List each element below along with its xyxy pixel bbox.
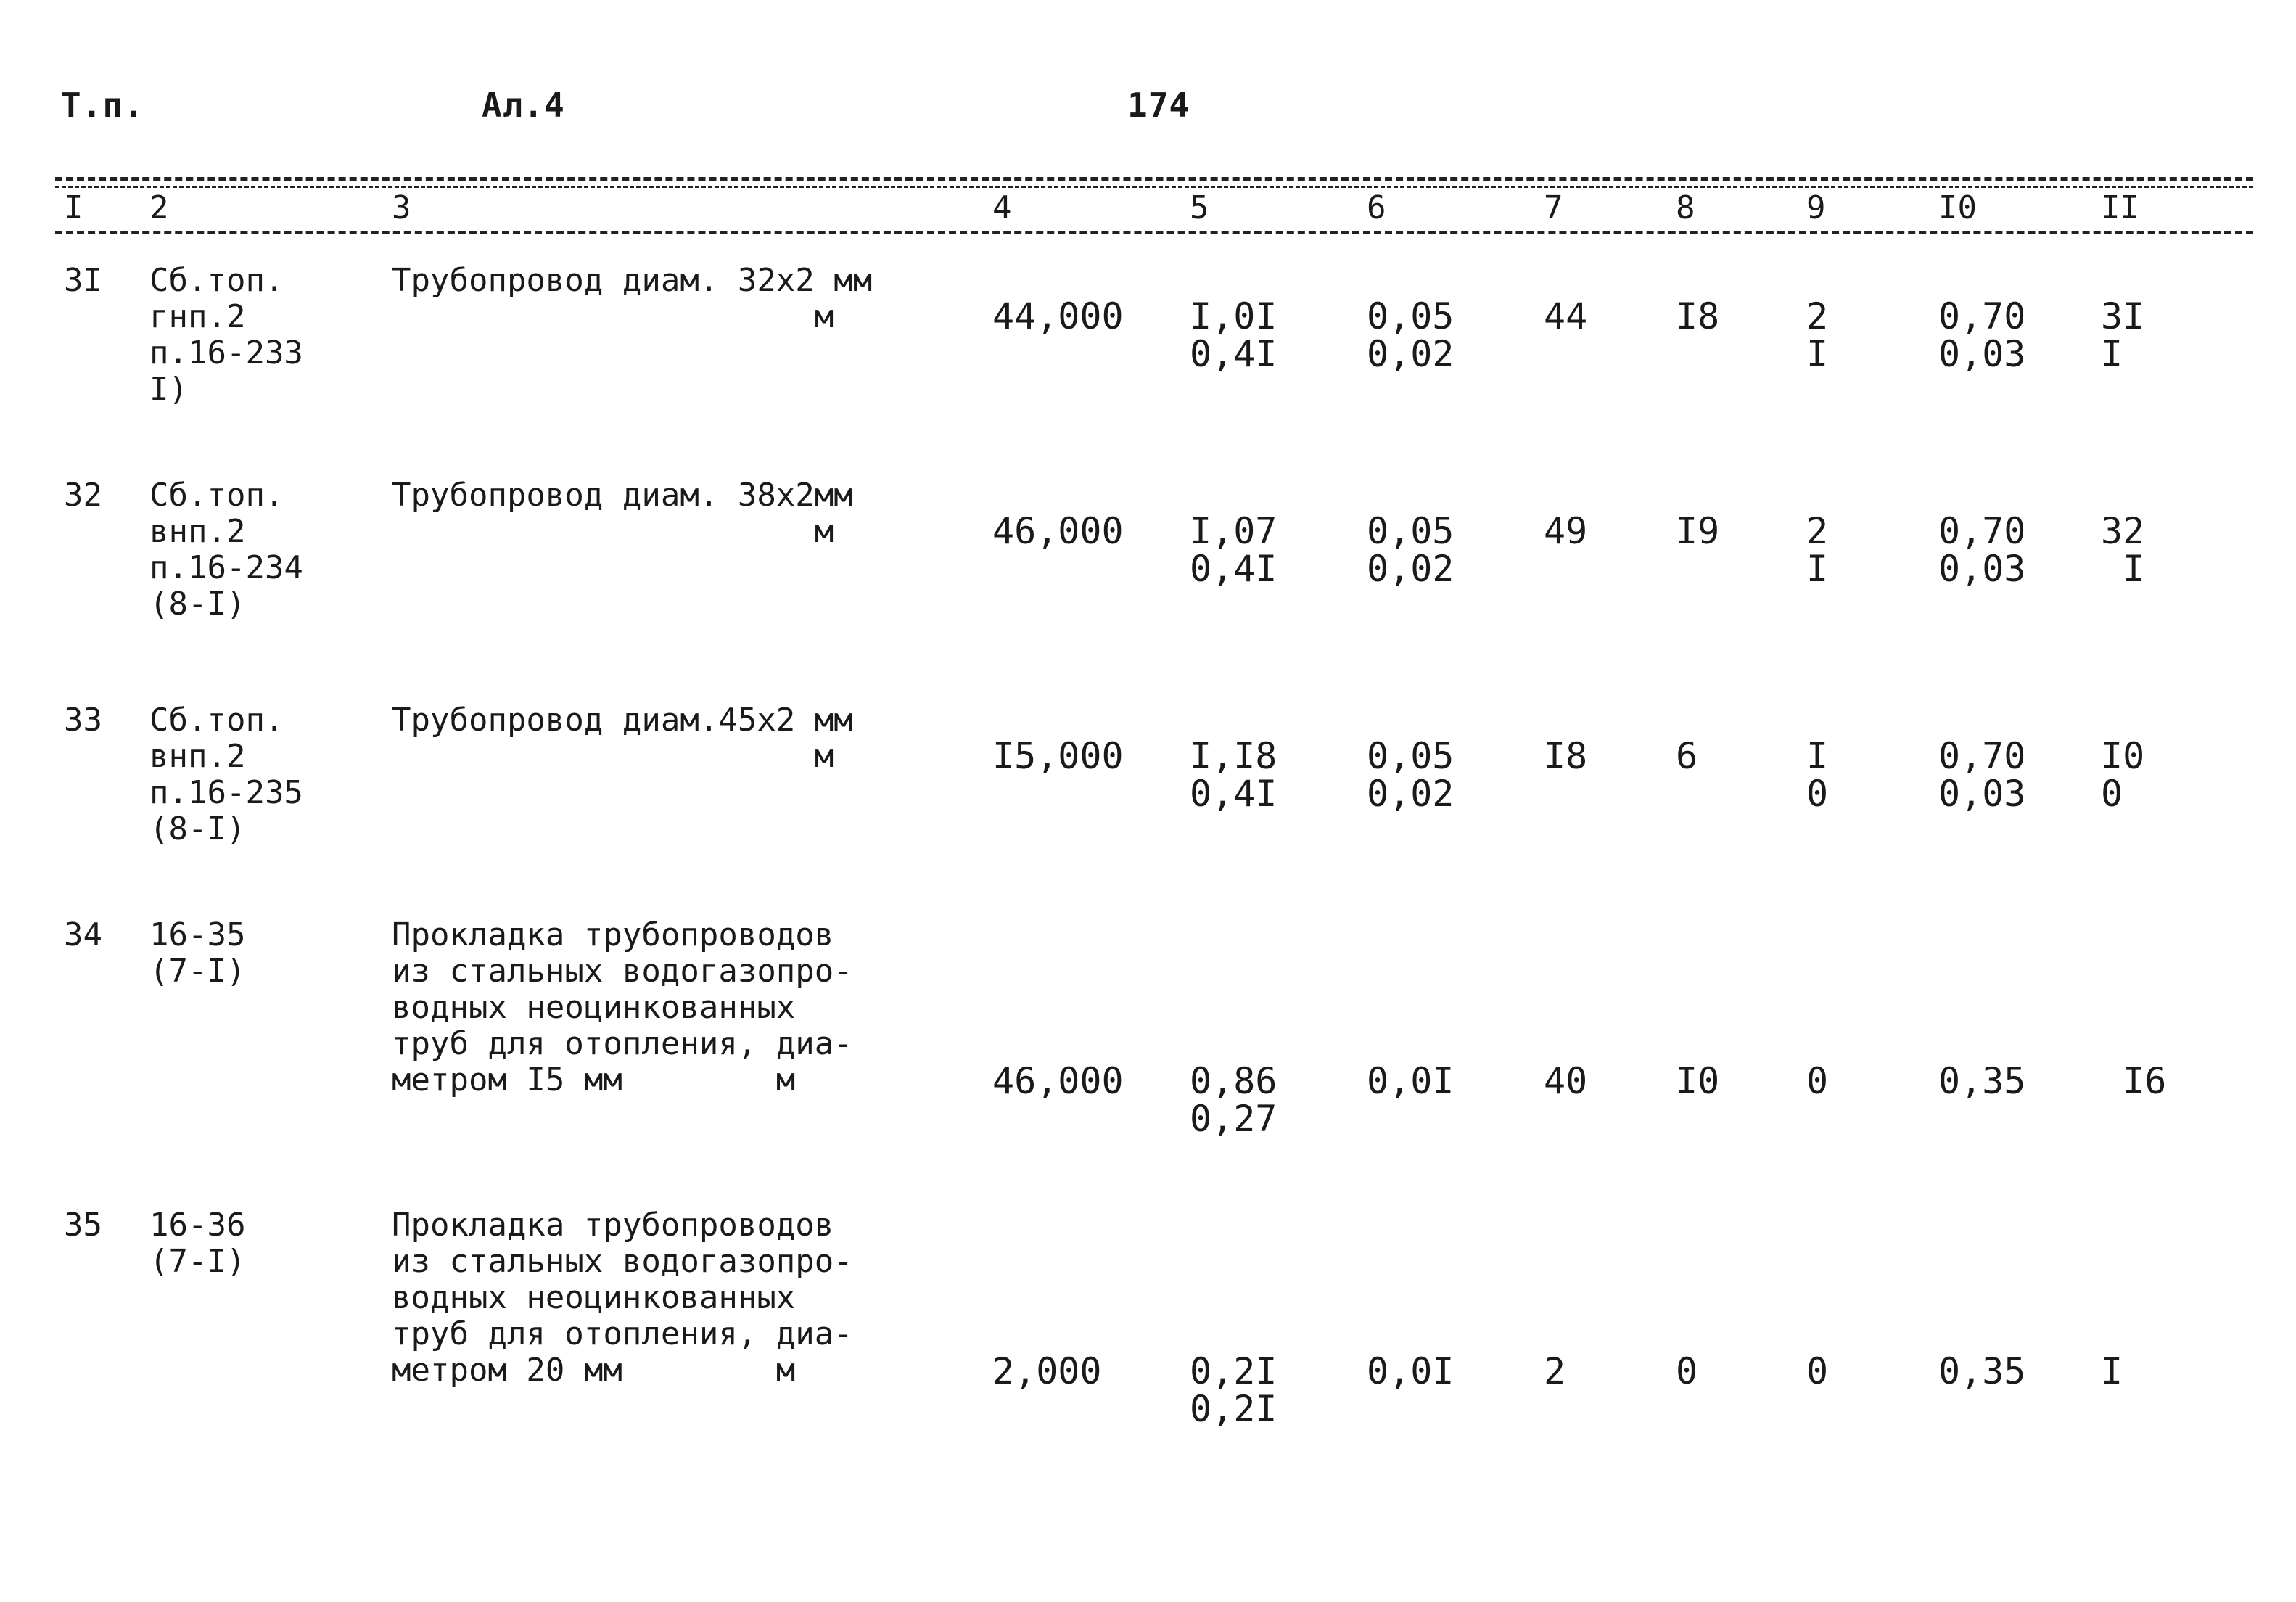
header-bottom-rule xyxy=(55,231,2253,234)
column-number-9: 9 xyxy=(1806,189,1826,226)
row-cell-c6: 0,0I xyxy=(1367,1060,1454,1102)
row-cell-name: Трубопровод диам. 38х2мм м xyxy=(392,477,853,550)
row-cell-code: Сб.топ. внп.2 п.16-235 (8-I) xyxy=(149,702,303,847)
row-cell-c6: 0,05 0,02 xyxy=(1367,510,1454,590)
row-cell-name: Прокладка трубопроводов из стальных водогазопро- водных неоцинкованных труб для отопления, диа- метром 20 мм м xyxy=(392,1207,853,1389)
table-top-rule-2 xyxy=(55,186,2253,188)
page-type-label: Т.п. xyxy=(61,86,144,125)
row-cell-c6: 0,05 0,02 xyxy=(1367,295,1454,375)
row-cell-no: 34 xyxy=(64,916,102,953)
row-cell-c7: 49 xyxy=(1544,510,1588,552)
row-cell-c9: 2 I xyxy=(1806,295,1829,375)
row-cell-name: Прокладка трубопроводов из стальных водогазопро- водных неоцинкованных труб для отопления, диа- метром I5 мм м xyxy=(392,916,853,1098)
row-cell-qty: 46,000 xyxy=(992,510,1124,552)
row-cell-c5: I,0I 0,4I xyxy=(1190,295,1277,375)
row-cell-c10: 0,70 0,03 xyxy=(1938,510,2026,590)
row-cell-c7: 2 xyxy=(1544,1350,1566,1392)
row-cell-code: 16-36 (7-I) xyxy=(149,1207,246,1280)
row-cell-qty: I5,000 xyxy=(992,735,1124,777)
row-cell-c8: I8 xyxy=(1676,295,1720,337)
row-cell-c6: 0,0I xyxy=(1367,1350,1454,1392)
row-cell-c8: I0 xyxy=(1676,1060,1720,1102)
row-cell-no: 32 xyxy=(64,477,102,514)
column-number-10: I0 xyxy=(1938,189,1977,226)
row-cell-c5: I,07 0,4I xyxy=(1190,510,1277,590)
column-number-3: 3 xyxy=(392,189,411,226)
row-cell-qty: 2,000 xyxy=(992,1350,1102,1392)
row-cell-c10: 0,70 0,03 xyxy=(1938,735,2026,815)
row-cell-c9: 0 xyxy=(1806,1350,1829,1392)
table-top-rule xyxy=(55,177,2253,181)
row-cell-code: 16-35 (7-I) xyxy=(149,916,246,990)
row-cell-c5: 0,2I 0,2I xyxy=(1190,1350,1277,1430)
row-cell-c8: I9 xyxy=(1676,510,1720,552)
row-cell-c7: 44 xyxy=(1544,295,1588,337)
row-cell-qty: 44,000 xyxy=(992,295,1124,337)
row-cell-c7: 40 xyxy=(1544,1060,1588,1102)
row-cell-c10: 0,35 xyxy=(1938,1350,2026,1392)
row-cell-c10: 0,35 xyxy=(1938,1060,2026,1102)
row-cell-c9: 0 xyxy=(1806,1060,1829,1102)
column-number-4: 4 xyxy=(992,189,1012,226)
row-cell-qty: 46,000 xyxy=(992,1060,1124,1102)
row-cell-c5: 0,86 0,27 xyxy=(1190,1060,1277,1140)
row-cell-c9: I 0 xyxy=(1806,735,1829,815)
column-number-1: I xyxy=(64,189,83,226)
row-cell-c11: 32 I xyxy=(2101,510,2145,590)
row-cell-no: 33 xyxy=(64,702,102,739)
sheet-label: Ал.4 xyxy=(482,86,565,125)
row-cell-c11: 3I I xyxy=(2101,295,2145,375)
column-number-6: 6 xyxy=(1367,189,1386,226)
row-cell-c8: 6 xyxy=(1676,735,1698,777)
row-cell-c10: 0,70 0,03 xyxy=(1938,295,2026,375)
row-cell-c8: 0 xyxy=(1676,1350,1698,1392)
row-cell-c6: 0,05 0,02 xyxy=(1367,735,1454,815)
row-cell-code: Сб.топ. внп.2 п.16-234 (8-I) xyxy=(149,477,303,623)
row-cell-c11: I xyxy=(2101,1350,2123,1392)
row-cell-no: 35 xyxy=(64,1207,102,1244)
column-number-7: 7 xyxy=(1544,189,1563,226)
column-number-5: 5 xyxy=(1190,189,1209,226)
row-cell-no: 3I xyxy=(64,262,102,299)
row-cell-c11: I0 0 xyxy=(2101,735,2145,815)
column-number-11: II xyxy=(2101,189,2139,226)
page-number: 174 xyxy=(1127,86,1190,125)
row-cell-code: Сб.топ. гнп.2 п.16-233 I) xyxy=(149,262,303,408)
column-number-2: 2 xyxy=(149,189,169,226)
row-cell-c9: 2 I xyxy=(1806,510,1829,590)
row-cell-c5: I,I8 0,4I xyxy=(1190,735,1277,815)
row-cell-c11: I6 xyxy=(2101,1060,2167,1102)
column-number-8: 8 xyxy=(1676,189,1695,226)
row-cell-name: Трубопровод диам. 32х2 мм м xyxy=(392,262,873,335)
row-cell-c7: I8 xyxy=(1544,735,1588,777)
row-cell-name: Трубопровод диам.45х2 мм м xyxy=(392,702,853,775)
